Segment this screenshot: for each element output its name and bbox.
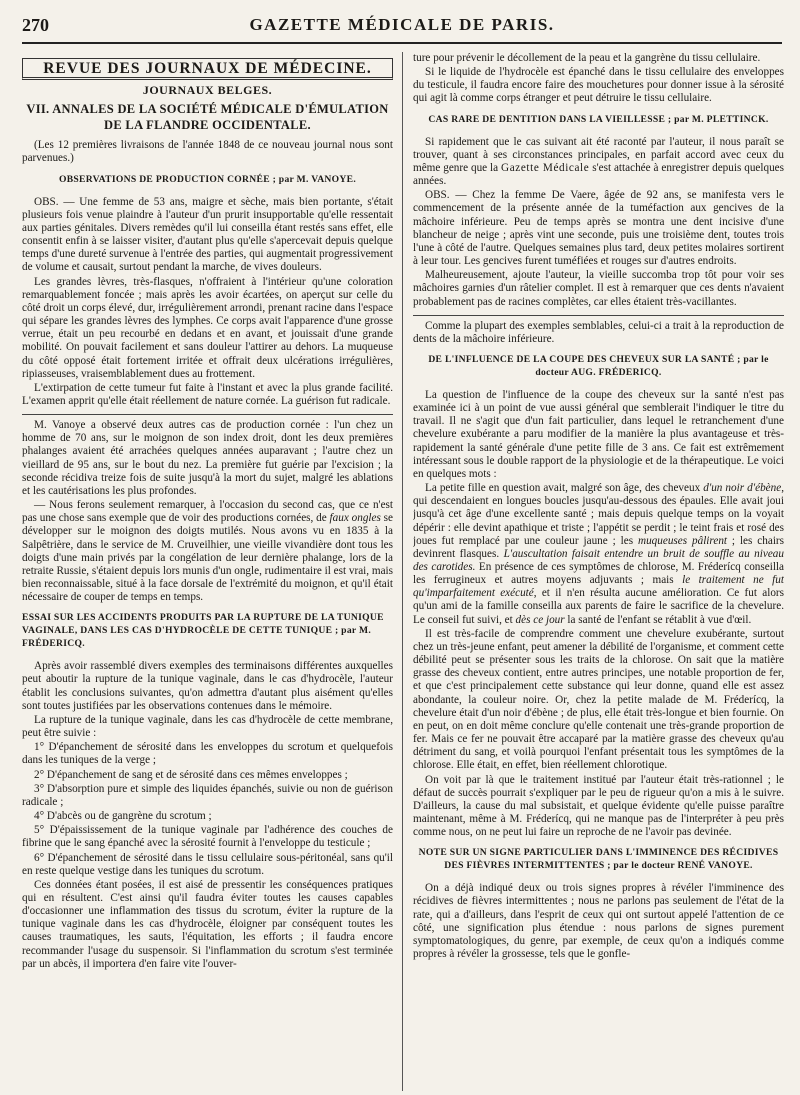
journal-heading-line1: VII. ANNALES DE LA SOCIÉTÉ MÉDICALE D'ÉMULATION <box>26 102 389 117</box>
paragraph: Si le liquide de l'hydrocèle est épanché dans le tissu cellulaire des enveloppes du testicule, il faudra encore faire des mouchetures pour donner issue à la sérosité qui agit là comme corps étranger et peut détruire le tissu cellulaire. <box>413 66 784 105</box>
paragraph: La question de l'influence de la coupe des cheveux sur la santé n'est pas examinée ici à un point de vue aussi général que semblerait l'indiquer le titre du travail. Il ne s'agit que d'un fait particulier, dans lequel le retranchement d'une chevelure exubérante a paru modifier de la manière la plus avantageuse et très-rapidement la santé générale d'une petite fille de 3 ans. Ce fait est extrêmement intéressant sous le double rapport de la physiologie et de la thérapeutique. Le voici en quelques mots : <box>413 388 784 480</box>
left-column <box>22 52 393 1091</box>
paragraph: Ces données étant posées, il est aisé de pressentir les conséquences pratiques qui en résultent. C'est ainsi qu'il faudra éviter toutes les causes capables d'occasionner une inflammation des tissus du scrotum, éviter la rupture de la tunique vaginale dans les cas d'hydrocèle, éloigner par conséquent toutes les causes traumatiques, les sauts, l'équitation, les efforts ; il faudra encore recommander l'usage du suspensoir. Si l'inflammation du scrotum s'est terminée par un abcès, il importera d'en faire vite l'ouver- <box>22 878 393 970</box>
paragraph: Comme la plupart des exemples semblables, celui-ci a trait à la reproduction de dents de la mâchoire inférieure. <box>413 319 784 345</box>
subsection-title: JOURNAUX BELGES. <box>142 83 273 98</box>
paragraph: On a déjà indiqué deux ou trois signes propres à révéler l'imminence des récidives de fièvres intermittentes ; nous ne parlons pas seulement de l'état de la rate, qui a d'ailleurs, dans l'esprit de ceux qui ont surtout appelé l'attention de ce côté, une signification plus étendue : nous parlons de signes purement symptomatologiques, du genre, par exemple, de ceux qu'on a indiqués comme propres à révéler la grossesse, tels que le gonfle- <box>413 882 784 961</box>
journal-title: GAZETTE MÉDICALE DE PARIS. <box>249 15 555 34</box>
list-item: 4° D'abcès ou de gangrène du scrotum ; <box>34 810 212 823</box>
section-title: REVUE DES JOURNAUX DE MÉDECINE. <box>22 58 393 80</box>
paragraph: M. Vanoye a observé deux autres cas de production cornée : l'un chez un homme de 70 ans, sur le moignon de son index droit, dont les deux premières phalanges avaient été arrachées quelques années auparavant ; l'autre chez un vieillard de 95 ans, sur le bout du nez. La première fut guérie par l'excision ; la seconde récidiva treize fois de suite jusqu'à la mort du sujet, malgré les ablations et les cautérisations les plus profondes. <box>22 419 393 497</box>
page-number: 270 <box>22 15 49 35</box>
article-title-hydrocele: ESSAI SUR LES ACCIDENTS PRODUITS PAR LA RUPTURE DE LA TUNIQUE VAGINALE, DANS LES CAS D'HYDROCÈLE DE CETTE TUNIQUE ; par M. FRÉDERICQ. <box>22 612 384 650</box>
paragraph: Si rapidement que le cas suivant ait été raconté par l'auteur, il nous paraît se trouver, quant à ses circonstances principales, en parfait accord avec ceux du même genre que la Gazette Médicale s'est attachée à enregistrer depuis quelques années. <box>413 135 784 188</box>
list-item: 1° D'épanchement de sérosité dans les enveloppes du scrotum et quelquefois dans les tuniques de la verge ; <box>22 741 393 767</box>
journal-heading-line2: DE LA FLANDRE OCCIDENTALE. <box>104 118 311 133</box>
paragraph: La petite fille en question avait, malgré son âge, des cheveux d'un noir d'ébène, qui descendaient en longues boucles jusqu'au-dessous des épaules. Elle avait joui jusqu'à cet âge d'une excellente santé ; mais depuis quelque temps on la voyait dépérir : elle devint apathique et triste ; l'appétit se perdit ; le teint frais et rosé des joues fut remplacé par une couleur jaune ; les muqueuses pâlirent ; les chairs devinrent flasques. L'auscultation faisait entendre un bruit de souffle au niveau des carotides. En présence de ces symptômes de chlorose, M. Fréderícq conseilla les ferrugineux et autres moyens adjuvants ; mais le traitement ne fut qu'imparfaitement exécuté, et il n'en résulta aucune amélioration. Ce fut alors qu'un ami de la famille conseilla aux parents de faire le sacrifice de la chevelure. Le conseil fut suivi, et dès ce jour la santé de l'enfant se rétablit à vue d'œil. <box>413 482 784 626</box>
separator <box>413 315 784 316</box>
list-item: 3° D'absorption pure et simple des liquides épanchés, suivie ou non de guérison radicale ; <box>22 782 393 808</box>
list-item: 2° D'épanchement de sang et de sérosité dans ces mêmes enveloppes ; <box>34 768 348 781</box>
paragraph: Les grandes lèvres, très-flasques, n'offraient à l'intérieur qu'une coloration remarquablement foncée ; mais après les avoir écartées, on aperçut sur celle du côté droit un corps élevé, dur, irrégulièrement arrondi, prenant racine dans l'espace qui sépare les grandes lèvres des lymphes. Ce corps avait l'apparence d'une grosse verrue, était un peu recourbé en dedans et en avant, et jouissait d'une grande mobilité. On pouvait facilement et sans douleur l'attirer au dehors. La muqueuse du côté opposé était fortement irritée et offrait deux ulcérations irrégulières, ripiasseuses, vraisemblablement dues au frottement. <box>22 275 393 380</box>
intro-paragraph: (Les 12 premières livraisons de l'année 1848 de ce nouveau journal nous sont parvenues.) <box>22 139 393 165</box>
paragraph: Malheureusement, ajoute l'auteur, la vieille succomba trop tôt pour voir ses mâchoires garnies d'un râtelier complet. Il est à remarquer que ces dents n'avaient probablement pas de racines complètes, car elles étaient très-vacillantes. <box>413 269 784 308</box>
list-item: 5° D'épaississement de la tunique vaginale par l'adhérence des couches de fibrine que le sang épanché avec la sérosité fournit à l'enveloppe du testicule ; <box>22 824 393 850</box>
journal-heading <box>22 101 393 133</box>
paragraph: Après avoir rassemblé divers exemples des terminaisons différentes auxquelles peut aboutir la rupture de la tunique vaginale, dans le cas d'hydrocèle, l'auteur établit les conclusions suivantes, qu'on admettra d'autant plus aisément qu'elles sont toutes justifiées par les observations contenues dans le mémoire. <box>22 660 393 712</box>
paragraph: OBS. — Chez la femme De Vaere, âgée de 92 ans, se manifesta vers le commencement de la présente année de la tuméfaction aux gencives de la mâchoire inférieure. Peu de temps après se montra une dent incisive d'une blancheur de neige ; après vint une seconde, puis une troisième dent, toutes trois l'une à côté de l'autre. Quelques semaines plus tard, deux petites molaires sortirent à leur tour. Les gencives furent tuméfiées et rouges sur d'autres endroits. <box>413 189 784 268</box>
article-title-cornee: OBSERVATIONS DE PRODUCTION CORNÉE ; par M. VANOYE. <box>58 173 357 185</box>
page-header <box>22 12 782 44</box>
paragraph: Il est très-facile de comprendre comment une chevelure exubérante, surtout chez un très-jeune enfant, peut amener la débilité de l'organisme, et comment cette débilité peut se présenter sous les traits de la chlorose. On sait que la matière grasse des cheveux contient, entre autres principes, une notable proportion de fer, et que c'est principalement cette substance qui leur donne, quand elle est assez abondante, la couleur noire. Or, chez la petite malade de M. Fréderícq, la chevelure était d'un noir d'ébène ; de plus, elle était très-longue et bien fournie. On en peut, on en doit même conclure qu'elle contenait une très-grande proportion de fer. Mais ce fer ne pouvait être accaparé par la matière grasse des cheveux qu'au détriment du sang, et voilà pourquoi l'enfant présentait tous les symptômes de la chlorose. Elle était, en effet, bien réellement chlorotique. <box>413 627 784 772</box>
article-title-fievres: NOTE SUR UN SIGNE PARTICULIER DANS L'IMMINENCE DES RÉCIDIVES DES FIÈVRES INTERMITTENTES ; par le docteur RENÉ VANOYE. <box>418 847 779 872</box>
paragraph: — Nous ferons seulement remarquer, à l'occasion du second cas, que ce n'est pas une chose sans exemple que de voir des productions cornées, de faux ongles se développer sur le moignon des doigts mutilés. Nous avons vu en 1835 à la Salpêtrière, dans le service de M. Cruveilhier, une vieille vivandière dont tous les doigts d'une main privés par la congélation de leur dernière phalange, lors de la retraite Russie, s'étaient depuis lors munis d'un ongle, rudimentaire il est vrai, mais bien reconnaissable, situé à la face dorsale de l'extrémité du moignon, et qu'il était nécessaire de couper de temps en temps. <box>22 499 393 604</box>
article-title-cheveux: DE L'INFLUENCE DE LA COUPE DES CHEVEUX SUR LA SANTÉ ; par le docteur AUG. FRÉDERICQ. <box>428 353 769 378</box>
paragraph: L'extirpation de cette tumeur fut faite à l'instant et avec la plus grande facilité. L'examen apprit qu'elle était réellement de nature cornée. La guérison fut radicale. <box>22 381 393 407</box>
separator <box>22 414 393 415</box>
paragraph: ture pour prévenir le décollement de la peau et la gangrène du tissu cellulaire. <box>413 52 761 64</box>
right-column <box>413 52 784 1091</box>
article-title-dentition: CAS RARE DE DENTITION DANS LA VIEILLESSE ; par M. PLETTINCK. <box>428 113 769 125</box>
column-divider <box>402 52 403 1091</box>
columns <box>22 52 782 1091</box>
paragraph: OBS. — Une femme de 53 ans, maigre et sèche, mais bien portante, s'était plusieurs fois venue plaindre à l'auteur d'un prurit insupportable qu'elle ressentait aux parties génitales. Divers remèdes qu'il lui conseilla étant restés sans effet, elle consentit enfin à se laisser visiter, d'autant plus qu'elle s'apercevait depuis quelque temps d'une dureté survenue à l'entrée des parties, qui augmentait progressivement de volume et causait, surtout pendant la marche, de vives douleurs. <box>22 195 393 274</box>
paragraph: On voit par là que le traitement institué par l'auteur était très-rationnel ; le défaut de succès pourrait s'expliquer par le peu de rigueur qu'on a mis à le suivre. D'ailleurs, la cause du mal subsistait, et quelque évidente qu'elle puisse paraître maintenant, même à M. Fréderícq, qui ne manque pas de l'interpréter à peu près comme nous, on ne peut lui faire un reproche de ne l'avoir pas devinée. <box>413 773 784 839</box>
paragraph: La rupture de la tunique vaginale, dans les cas d'hydrocèle de cette membrane, peut être suivie : <box>22 713 393 740</box>
list-item: 6° D'épanchement de sérosité dans le tissu cellulaire sous-péritonéal, sans qu'il en reste quelque vestige dans les tuniques du scrotum. <box>22 851 393 877</box>
